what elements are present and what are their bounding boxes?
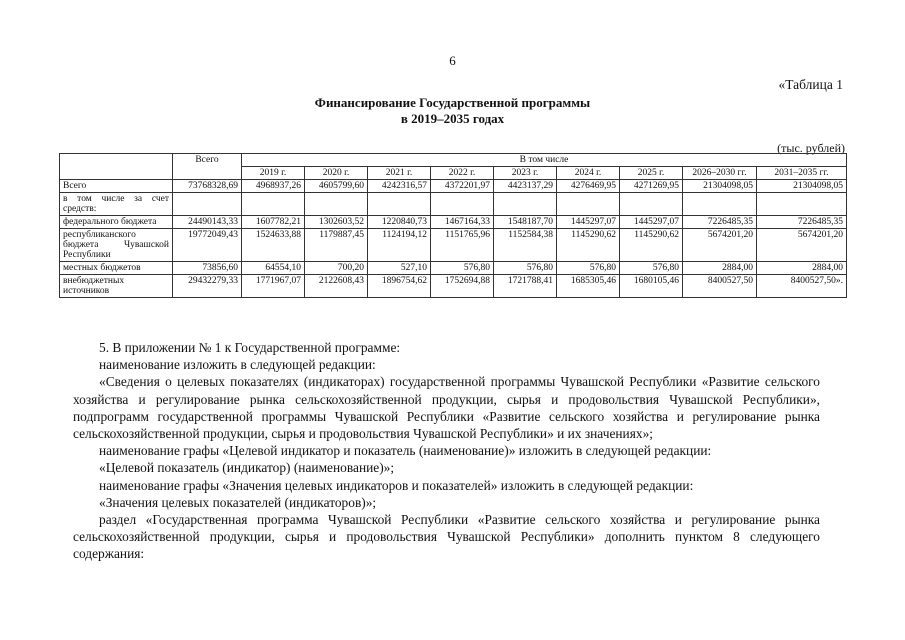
header-empty-cell [60,154,173,180]
cell-value: 7226485,35 [757,216,847,229]
row-label: внебюджетных источников [60,275,173,298]
cell-value: 5674201,20 [757,229,847,262]
paragraph: 5. В приложении № 1 к Государственной программе: [99,340,401,355]
cell-total: 73856,60 [173,262,242,275]
cell-value [757,193,847,216]
cell-value: 2884,00 [757,262,847,275]
cell-value: 1685305,46 [557,275,620,298]
table-row-local [60,262,847,275]
table-row-federal [60,216,847,229]
cell-value: 2884,00 [683,262,757,275]
table-label: «Таблица 1 [778,77,843,92]
header-year: 2020 г. [305,167,368,180]
cell-value: 21304098,05 [757,180,847,193]
cell-value [620,193,683,216]
cell-value: 4372201,97 [431,180,494,193]
cell-value: 1771967,07 [242,275,305,298]
cell-value: 576,80 [431,262,494,275]
cell-value: 1145290,62 [620,229,683,262]
paragraph: наименование изложить в следующей редакции: [99,357,376,373]
table-title-line-2: в 2019–2035 годах [400,111,505,126]
paragraph: наименование графы «Целевой индикатор и показатель (наименование)» изложить в следующей редакции: [99,443,712,459]
table-row-including [60,193,847,216]
row-label: федерального бюджета [60,216,173,229]
body-text [73,339,846,563]
cell-value: 4968937,26 [242,180,305,193]
header-year: 2025 г. [620,167,683,180]
cell-value: 527,10 [368,262,431,275]
header-row-1 [60,154,847,167]
cell-value: 7226485,35 [683,216,757,229]
cell-value [557,193,620,216]
cell-value: 4423137,29 [494,180,557,193]
cell-value: 1220840,73 [368,216,431,229]
cell-value: 1124194,12 [368,229,431,262]
header-year: 2026–2030 гг. [683,167,757,180]
cell-value: 5674201,20 [683,229,757,262]
cell-value: 1467164,33 [431,216,494,229]
cell-value: 1524633,88 [242,229,305,262]
cell-value: 4271269,95 [620,180,683,193]
header-group: В том числе [242,154,847,167]
cell-value [242,193,305,216]
cell-value: 700,20 [305,262,368,275]
cell-value: 8400527,50». [757,275,847,298]
page-number: 6 [449,53,456,68]
header-year: 2024 г. [557,167,620,180]
header-year: 2031–2035 гг. [757,167,847,180]
cell-value: 1152584,38 [494,229,557,262]
cell-value: 1752694,88 [431,275,494,298]
table-row-extrabudgetary [60,275,847,298]
header-year: 2022 г. [431,167,494,180]
cell-value: 1445297,07 [620,216,683,229]
table-title-line-1: Финансирование Государственной программы [314,95,591,110]
cell-value: 1145290,62 [557,229,620,262]
table-title [0,95,905,127]
cell-value: 1445297,07 [557,216,620,229]
cell-total: 29432279,33 [173,275,242,298]
cell-value: 1721788,41 [494,275,557,298]
paragraph: раздел «Государственная программа Чувашской Республики «Развитие сельского хозяйства и регулирование рынка сельскохозяйственной продукции, сырья и продовольствия Чувашской Республики» дополнить пунктом 8 следующего содержания: [73,512,820,562]
cell-value [368,193,431,216]
header-total: Всего [173,154,242,180]
cell-value: 576,80 [620,262,683,275]
cell-total [173,193,242,216]
cell-value: 1896754,62 [368,275,431,298]
row-label: в том числе за счет средств: [60,193,173,216]
cell-value [305,193,368,216]
cell-value: 1179887,45 [305,229,368,262]
cell-value: 2122608,43 [305,275,368,298]
cell-value: 4242316,57 [368,180,431,193]
row-label: местных бюджетов [60,262,173,275]
cell-value: 1607782,21 [242,216,305,229]
header-year: 2019 г. [242,167,305,180]
cell-value: 21304098,05 [683,180,757,193]
cell-value: 1302603,52 [305,216,368,229]
cell-value: 4605799,60 [305,180,368,193]
paragraph: «Сведения о целевых показателях (индикаторах) государственной программы Чувашской Республики «Развитие сельского хозяйства и регулирование рынка сельскохозяйственной продукции, сырья и продовольствия Чувашской Республики», подпрограмм государственной программы Чувашской Республики «Развитие сельского хозяйства и регулирование рынка сельскохозяйственной продукции, сырья и продовольствия Чувашской Республики» и их значениях»; [73,374,820,442]
cell-value: 576,80 [557,262,620,275]
paragraph: «Целевой показатель (индикатор) (наименование)»; [99,460,395,476]
cell-value: 8400527,50 [683,275,757,298]
header-year: 2021 г. [368,167,431,180]
cell-value [431,193,494,216]
cell-value: 4276469,95 [557,180,620,193]
paragraph: «Значения целевых показателей (индикаторов)»; [99,494,377,510]
cell-value: 576,80 [494,262,557,275]
table-row-republican [60,229,847,262]
cell-total: 24490143,33 [173,216,242,229]
row-label: Всего [60,180,173,193]
units-note: (тыс. рублей) [777,141,845,155]
cell-value [494,193,557,216]
table-row-total [60,180,847,193]
cell-value [683,193,757,216]
cell-value: 64554,10 [242,262,305,275]
cell-value: 1548187,70 [494,216,557,229]
cell-total: 19772049,43 [173,229,242,262]
cell-value: 1680105,46 [620,275,683,298]
header-year: 2023 г. [494,167,557,180]
row-label: республиканского бюджета Чувашской Республики [60,229,173,262]
cell-total: 73768328,69 [173,180,242,193]
paragraph: наименование графы «Значения целевых индикаторов и показателей» изложить в следующей редакции: [99,477,694,493]
financing-table [59,153,847,298]
cell-value: 1151765,96 [431,229,494,262]
